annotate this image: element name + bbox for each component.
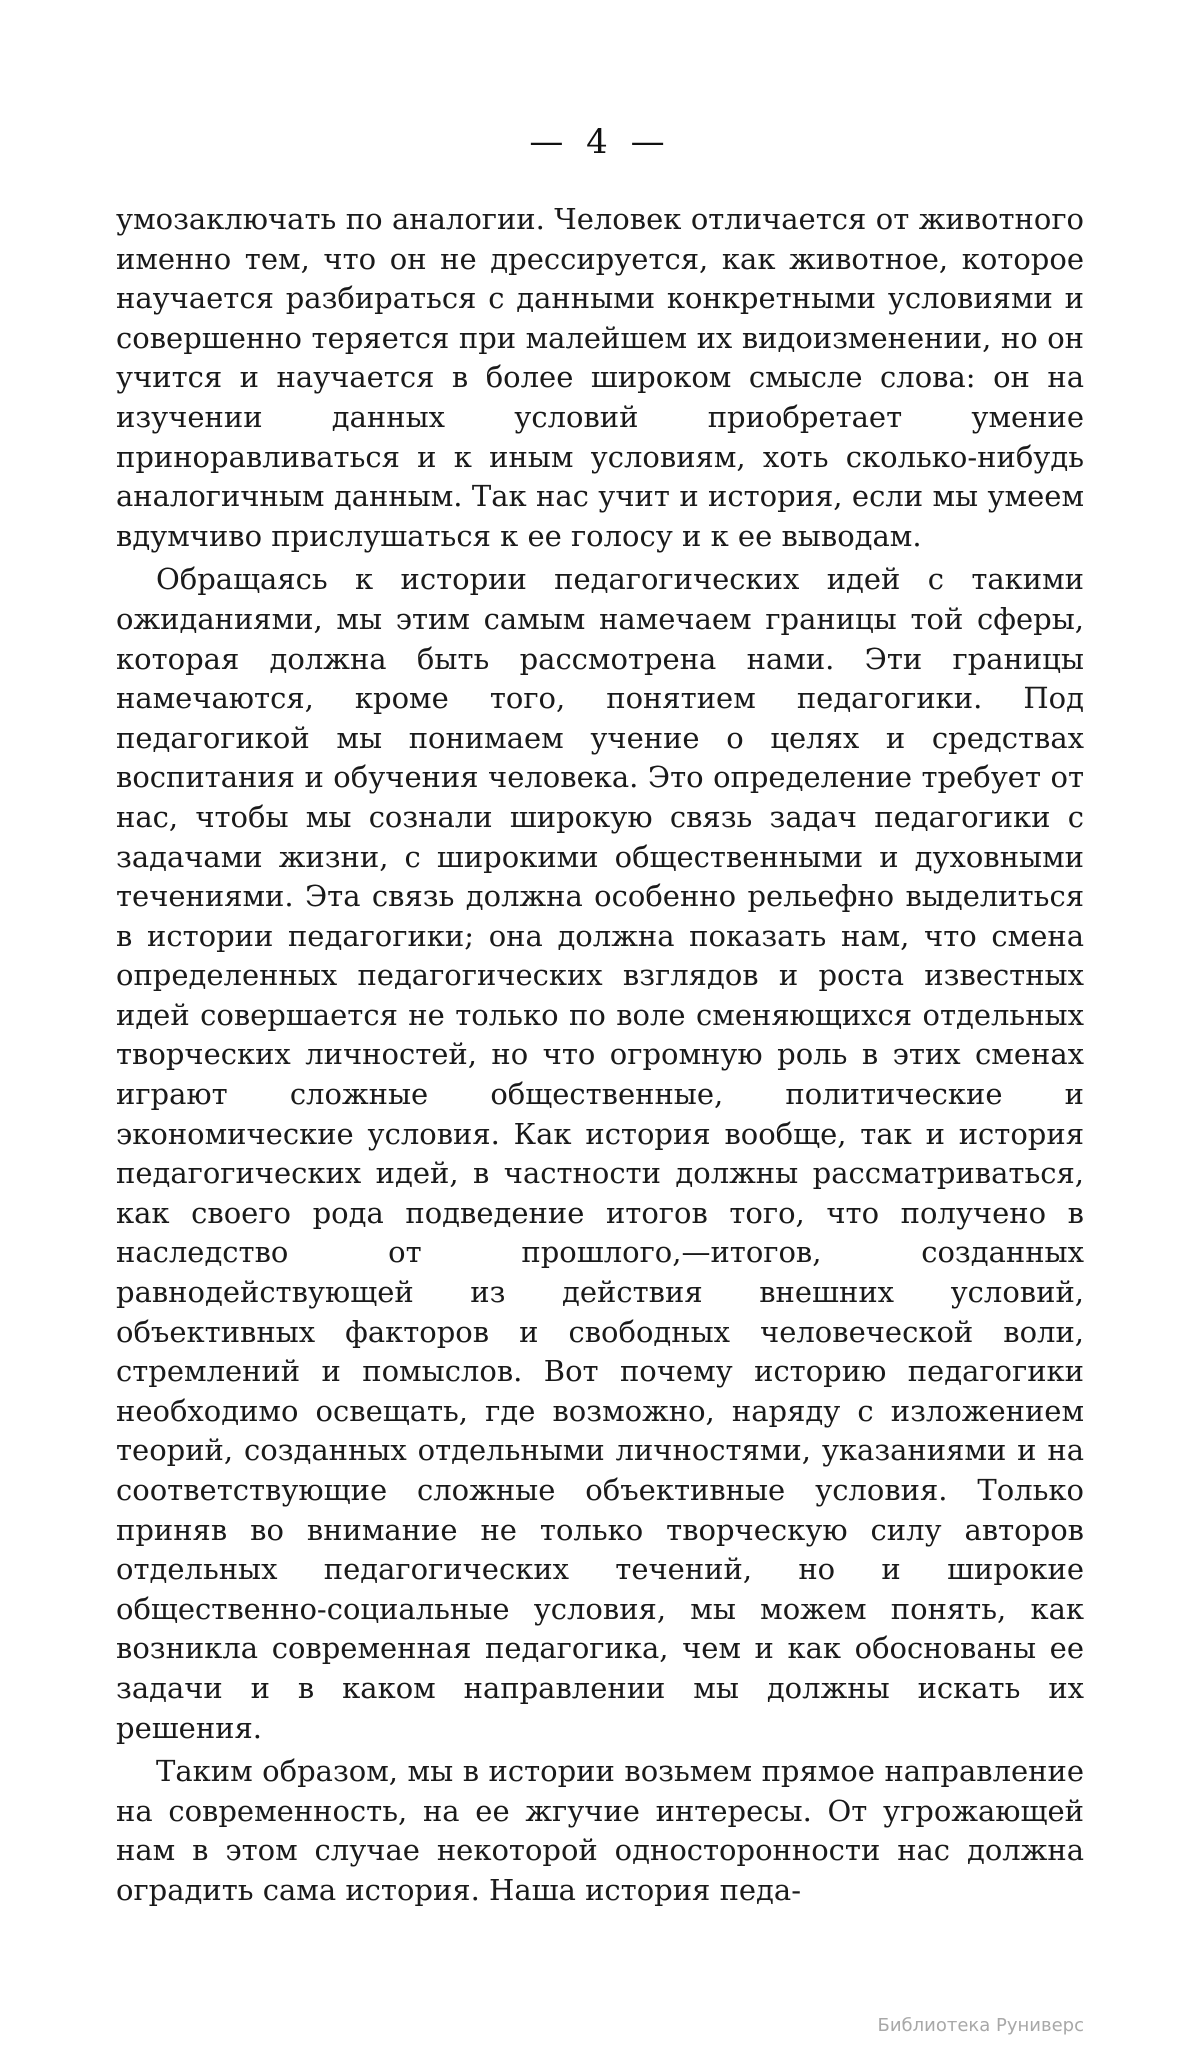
paragraph: Таким образом, мы в истории возьмем прямое направление на современность, на ее жгучие интересы. От угрожающей нам в этом случае некоторой односторонности нас должна оградить сама история. Наша история педа-	[116, 1754, 1084, 1907]
body-text	[116, 200, 1084, 1911]
paragraph: умозаключать по аналогии. Человек отличается от животного именно тем, что он не дрессируется, как животное, которое научается разбираться с данными конкретными условиями и совершенно теряется при малейшем их видоизменении, но он учится и научается в более широком смысле слова: он на изучении данных условий приобретает умение приноравливаться и к иным условиям, хоть сколько-нибудь аналогичным данным. Так нас учит и история, если мы умеем вдумчиво прислушаться к ее голосу и к ее выводам.	[116, 202, 1084, 553]
paragraph: Обращаясь к истории педагогических идей с такими ожиданиями, мы этим самым намечаем границы той сферы, которая должна быть рассмотрена нами. Эти границы намечаются, кроме того, понятием педагогики. Под педагогикой мы понимаем учение о целях и средствах воспитания и обучения человека. Это определение требует от нас, чтобы мы сознали широкую связь задач педагогики с задачами жизни, с широкими общественными и духовными течениями. Эта связь должна особенно рельефно выделиться в истории педагогики; она должна показать нам, что смена определенных педагогических взглядов и роста известных идей совершается не только по воле сменяющихся отдельных творческих личностей, но что огромную роль в этих сменах играют сложные общественные, политические и экономические условия. Как история вообще, так и история педагогических идей, в частности должны рассматриваться, как своего рода подведение итогов того, что получено в наследство от прошлого,—итогов, созданных равнодействующей из действия внешних условий, объективных факторов и свободных человеческой воли, стремлений и помыслов. Вот почему историю педагогики необходимо освещать, где возможно, наряду с изложением теорий, созданных отдельными личностями, указаниями и на соответствующие сложные объективные условия. Только приняв во внимание не только творческую силу авторов отдельных педагогических течений, но и широкие общественно-социальные условия, мы можем понять, как возникла современная педагогика, чем и как обоснованы ее задачи и в каком направлении мы должны искать их решения.	[116, 562, 1084, 1745]
library-watermark: Библиотека Руниверс	[877, 2015, 1084, 2036]
page-number: — 4 —	[529, 122, 671, 162]
